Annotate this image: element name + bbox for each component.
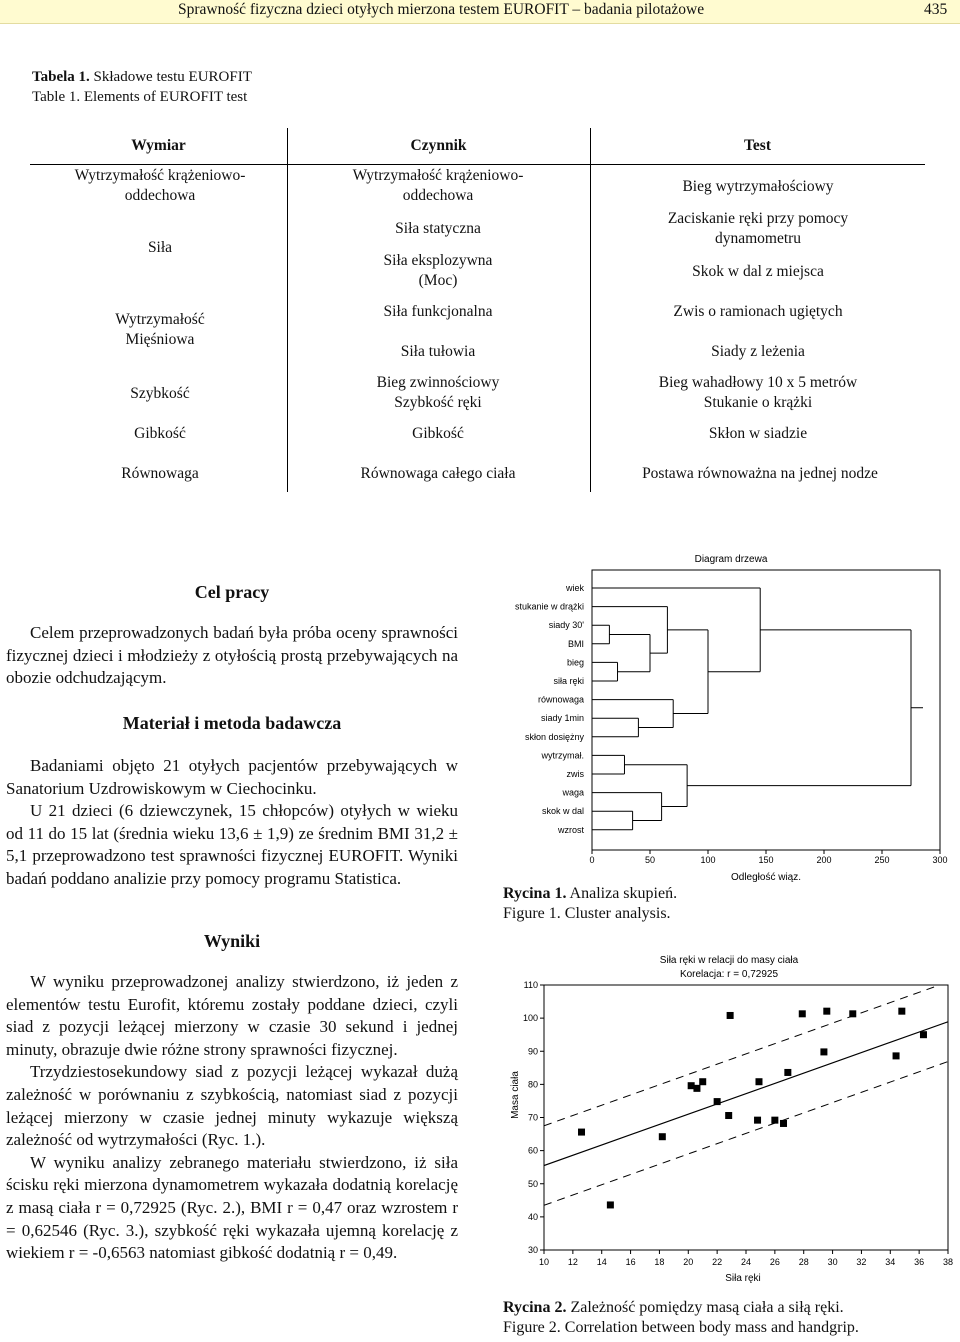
scatter-subtitle: Korelacja: r = 0,72925 — [679, 969, 779, 980]
table1-test-cell: Zwis o ramionach ugiętych — [673, 303, 843, 320]
paragraph-material — [6, 755, 458, 891]
scatter-x-tick-label: 34 — [885, 1257, 896, 1267]
table1-czynnik-cell: Siła funkcjonalna — [383, 303, 493, 320]
table1-test-cell: Bieg wahadłowy 10 x 5 metrów — [658, 374, 858, 391]
scatter-x-tick-label: 20 — [683, 1257, 694, 1267]
table1-caption-text: Składowe testu EUROFIT — [89, 69, 252, 85]
running-header-title: Sprawność fizyczna dzieci otyłych mierzona testem EUROFIT – badania pilotażowe — [178, 1, 705, 18]
table1-wymiar-cell: Szybkość — [130, 385, 190, 402]
scatter-point — [898, 1008, 905, 1015]
dendrogram-leaf-label: bieg — [566, 657, 584, 668]
paragraph-text: Badaniami objęto 21 otyłych pacjentów przebywających w Sanatorium Uzdrowiskowym w Ciechocinku. — [6, 756, 458, 798]
scatter-title: Siła ręki w relacji do masy ciała — [659, 955, 799, 966]
scatter-x-tick-label: 28 — [798, 1257, 809, 1267]
scatter-fit-line — [544, 1022, 948, 1166]
figure2-caption-text: Zależność pomiędzy masą ciała a siłą ręki. — [566, 1299, 844, 1316]
table1-czynnik-cell: Szybkość ręki — [394, 394, 482, 411]
dendrogram-leaf-label: zwis — [566, 769, 584, 779]
scatter-x-tick-label: 16 — [625, 1257, 636, 1267]
dendrogram-leaf-label: siła ręki — [553, 676, 584, 686]
figure1-caption-label: Rycina 1. — [503, 885, 567, 902]
dendrogram-leaf-label: wytrzymał. — [541, 750, 584, 761]
scatter-y-tick-label: 100 — [522, 1013, 538, 1024]
dendrogram-x-tick-label: 100 — [700, 855, 716, 865]
table1-wymiar-cell: Wytrzymałość krążeniowo-oddechowa — [74, 167, 246, 204]
scatter-y-tick-label: 50 — [527, 1178, 538, 1189]
dendrogram-x-tick-label: 50 — [644, 855, 656, 865]
paragraph-text: U 21 dzieci (6 dziewczynek, 15 chłopców) otyłych w wieku od 11 do 15 lat (średnia wieku 13,6 ± 1,9) ze średnim BMI 31,2 ± 5,1 przeprowadzono test sprawności fizycznej EUROFIT. Wyniki badań poddano analizie przy pomocy programu Statistica. — [6, 801, 458, 888]
scatter-point — [893, 1052, 900, 1059]
dendrogram-x-tick-label: 150 — [758, 855, 774, 865]
scatter-x-tick-label: 12 — [567, 1257, 578, 1267]
table1-header-wymiar: Wymiar — [131, 137, 186, 154]
dendrogram-leaf-label: równowaga — [537, 694, 584, 705]
table1-czynnik-cell: Gibkość — [412, 425, 464, 442]
table1-caption-en: Table 1. Elements of EUROFIT test — [32, 89, 248, 105]
paragraph-text: W wyniku przeprowadzonej analizy stwierdzono, iż jeden z elementów testu Eurofit, któremu zostały poddane dzieci, czyli siad z pozycji leżącej mierzony w czasie 30 sekund i jednej minuty, obrazuje dwie różne strony sprawności fizycznej. — [6, 972, 458, 1059]
table1-czynnik-cell: Siła tułowia — [400, 343, 476, 360]
scatter-y-tick-label: 60 — [527, 1145, 538, 1156]
dendrogram-x-tick-label: 250 — [874, 855, 890, 865]
dendrogram-x-tick-label: 300 — [932, 855, 948, 865]
figure1-caption-text: Analiza skupień. — [566, 885, 678, 902]
scatter-point — [799, 1010, 806, 1017]
dendrogram-leaf-label: skok w dal — [541, 806, 584, 817]
table1-test-cell: Zaciskanie ręki przy pomocy dynamometru — [667, 210, 849, 247]
table1-header-czynnik: Czynnik — [410, 137, 467, 154]
scatter-point — [754, 1117, 761, 1124]
paragraph-text: W wyniku analizy zebranego materiału stwierdzono, iż siła ścisku ręki mierzona dynamometrem wykazała dodatnią korelację z masą ciała r = 0,72925 (Ryc. 2.), BMI r = 0,47 oraz wzrostem r = 0,62546 (Ryc. 3.), szybkość ręki wykazała ujemną korelację z wiekiem r = -0,6563 natomiast gibkość dodatnią r = 0,49. — [6, 1152, 458, 1263]
scatter-point — [780, 1120, 787, 1127]
section-title-material: Materiał i metoda badawcza — [122, 713, 342, 733]
table1-czynnik-cell: Siła eksplozywna (Moc) — [383, 252, 493, 289]
page-number: 435 — [924, 1, 948, 18]
scatter-plot-frame — [544, 985, 948, 1250]
scatter-x-label: Siła ręki — [725, 1273, 761, 1284]
scatter-x-tick-label: 38 — [942, 1257, 954, 1267]
dendrogram-frame — [592, 570, 940, 850]
table1-header-test: Test — [744, 137, 771, 154]
table1-test-cell: Siady z leżenia — [711, 343, 805, 360]
paragraph-cel — [6, 622, 458, 690]
table1-caption-label: Tabela 1. — [32, 69, 90, 85]
table1-wymiar-cell: Siła — [147, 239, 173, 256]
scatter-x-tick-label: 36 — [914, 1257, 925, 1267]
figure1-caption-pl — [503, 884, 677, 904]
table1-czynnik-cell: Wytrzymałość krążeniowo-oddechowa — [352, 167, 524, 204]
table1-test-cell: Bieg wytrzymałościowy — [682, 178, 834, 195]
scatter-point — [578, 1129, 585, 1136]
scatter-x-tick-label: 24 — [740, 1257, 752, 1267]
scatter-y-tick-label: 90 — [527, 1046, 538, 1057]
scatter-point — [755, 1078, 762, 1085]
scatter-point — [920, 1031, 927, 1038]
scatter-point — [659, 1133, 666, 1140]
paragraph-text: Trzydziestosekundowy siad z pozycji leżącej wykazał dużą zależność w porównaniu z szybkością, natomiast siad z pozycji leżącej mierzony w czasie jednej minuty wykazuje większą zależność od wytrzymałości (Ryc. 1.). — [6, 1062, 458, 1150]
dendrogram-leaf-label: stukanie w drążki — [514, 601, 584, 612]
table1-test-cell: Stukanie o krążki — [703, 394, 813, 411]
scatter-x-tick-label: 26 — [769, 1257, 780, 1267]
scatter-point — [699, 1078, 706, 1085]
dendrogram-leaf-label: siady 30' — [548, 620, 584, 631]
dendrogram-leaf-label: wzrost — [557, 824, 584, 835]
scatter-x-tick-label: 10 — [538, 1257, 550, 1267]
section-title-cel: Cel pracy — [194, 582, 270, 602]
scatter-point — [693, 1085, 700, 1092]
dendrogram-x-tick-label: 0 — [589, 855, 595, 865]
scatter-y-tick-label: 80 — [527, 1079, 538, 1090]
table1-test-cell: Skłon w siadzie — [708, 425, 808, 442]
scatter-point — [607, 1201, 614, 1208]
scatter-y-label: Masa ciała — [510, 1071, 521, 1119]
dendrogram-leaf-label: skłon dosiężny — [524, 731, 584, 742]
figure2-caption-pl — [503, 1298, 844, 1318]
scatter-point — [849, 1010, 856, 1017]
scatter-point — [727, 1012, 734, 1019]
paragraph-text: Celem przeprowadzonych badań była próba oceny sprawności fizycznej dzieci i młodzieży z otyłością prostą przebywających na obozie odchudzającym. — [6, 623, 458, 688]
paragraph-wyniki — [6, 971, 458, 1265]
dendrogram-leaf-label: siady 1min — [540, 713, 584, 724]
dendrogram-title: Diagram drzewa — [694, 554, 768, 565]
figure2-caption-label: Rycina 2. — [503, 1299, 567, 1316]
scatter-upper-band — [544, 982, 948, 1126]
scatter-y-tick-label: 40 — [527, 1211, 538, 1222]
scatter-x-tick-label: 30 — [827, 1257, 838, 1267]
dendrogram-leaf-label: wiek — [565, 583, 584, 593]
scatter-point — [784, 1069, 791, 1076]
scatter-lower-band — [544, 1062, 948, 1206]
scatter-point — [823, 1008, 830, 1015]
dendrogram-x-label: Odległość wiąz. — [730, 872, 802, 883]
scatter-y-tick-label: 30 — [527, 1245, 538, 1255]
scatter-x-tick-label: 32 — [856, 1257, 867, 1267]
table1-header-rule — [30, 164, 925, 165]
table1-czynnik-cell: Równowaga całego ciała — [360, 465, 516, 482]
table1-wymiar-cell: Gibkość — [134, 425, 186, 442]
scatter-point — [714, 1098, 721, 1105]
scatter-x-tick-label: 18 — [654, 1257, 665, 1267]
table1-czynnik-cell: Siła statyczna — [395, 220, 481, 237]
table1-vline-2 — [590, 128, 591, 492]
dendrogram-x-tick-label: 200 — [816, 855, 832, 865]
figure2-caption-en: Figure 2. Correlation between body mass and handgrip. — [503, 1319, 859, 1336]
scatter-x-tick-label: 14 — [596, 1257, 607, 1267]
scatter-point — [725, 1112, 732, 1119]
table1-vline-1 — [287, 128, 288, 492]
dendrogram-leaf-label: BMI — [567, 638, 584, 649]
figure1-caption-en: Figure 1. Cluster analysis. — [503, 905, 671, 922]
scatter-y-tick-label: 110 — [523, 980, 538, 990]
scatter-y-tick-label: 70 — [527, 1112, 538, 1123]
table1-test-cell: Skok w dal z miejsca — [692, 263, 824, 280]
scatter-point — [771, 1117, 778, 1124]
figure1-dendrogram — [500, 545, 960, 885]
dendrogram-leaf-label: waga — [562, 787, 584, 798]
table1-test-cell: Postawa równoważna na jednej nodze — [642, 465, 878, 482]
table1-czynnik-cell: Bieg zwinnościowy — [376, 374, 500, 391]
table1-wymiar-cell: Wytrzymałość Mięśniowa — [115, 311, 205, 348]
scatter-point — [820, 1048, 827, 1055]
scatter-x-tick-label: 22 — [712, 1257, 723, 1267]
section-title-wyniki: Wyniki — [203, 931, 261, 951]
table1-caption-pl — [32, 68, 252, 87]
figure2-scatter — [500, 945, 960, 1295]
table1-wymiar-cell: Równowaga — [121, 465, 199, 482]
